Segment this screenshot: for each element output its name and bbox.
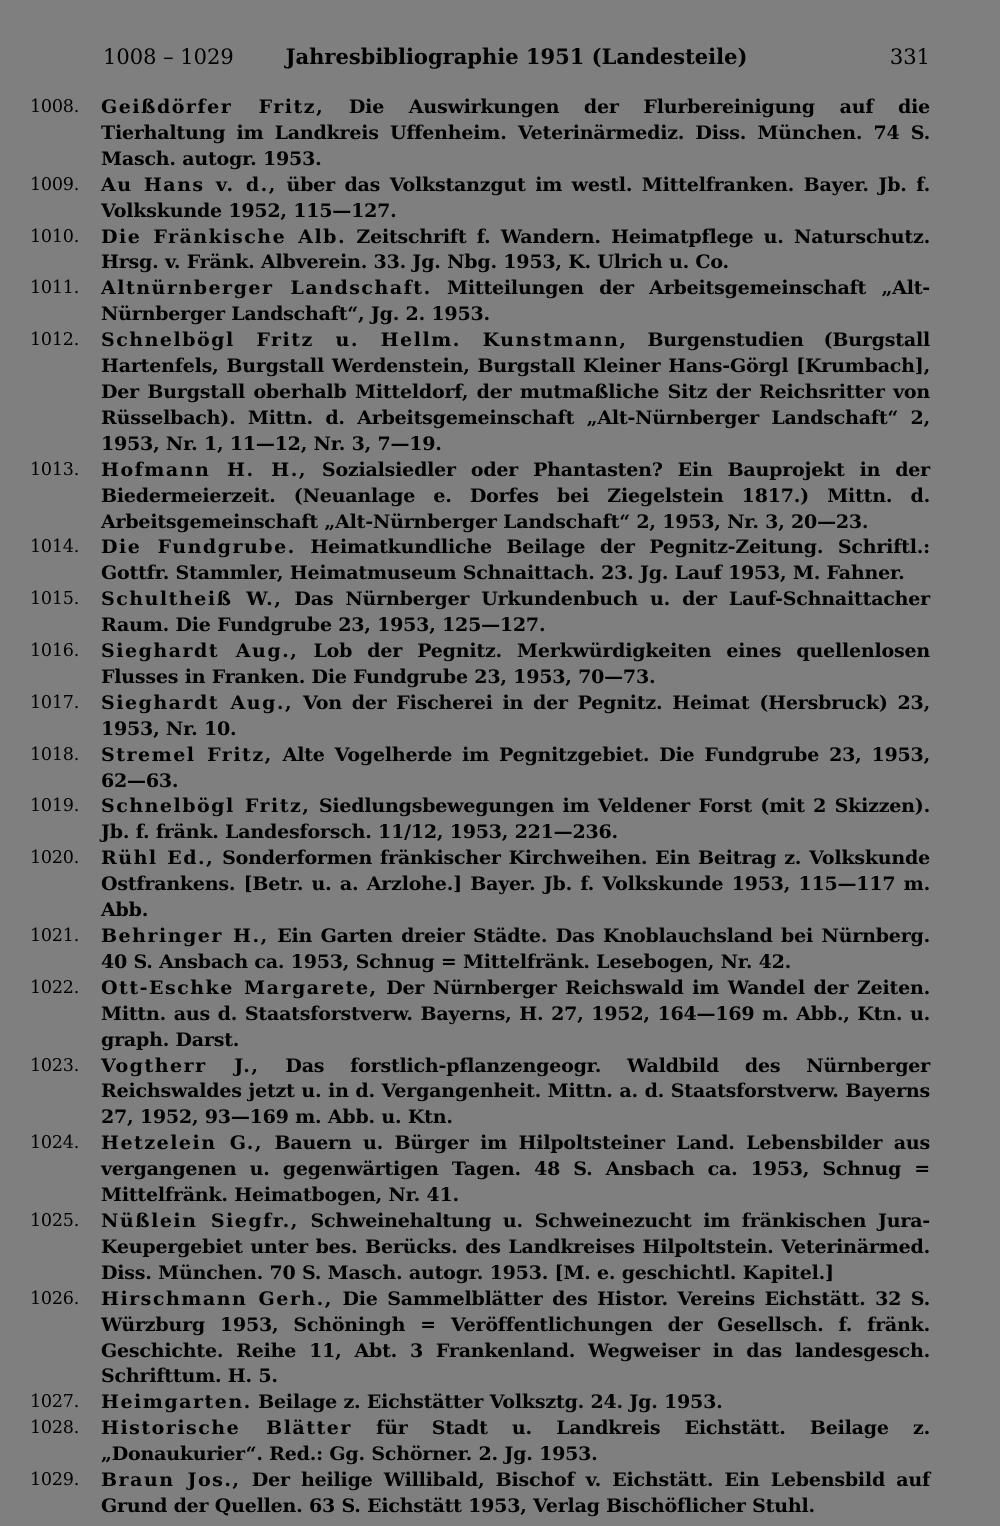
entry-author: Behringer H., bbox=[101, 925, 269, 947]
bibliography-entry bbox=[0, 276, 1000, 328]
entry-text: Sozialsiedler oder Phantasten? Ein Bauprojekt in der Biedermeierzeit. (Neuanlage e. Dorfes bei Ziegelstein 1817.) Mittn. d. Arbeitsgemeinschaft „Alt-Nürnberger Landschaft“ 2, 1953, Nr. 3, 20—23. bbox=[101, 458, 930, 533]
entry-author: Braun Jos., bbox=[101, 1469, 241, 1492]
entry-text: Beilage z. Eichstätter Volksztg. 24. Jg. 1953. bbox=[251, 1391, 723, 1414]
entry-number: 1011. bbox=[30, 278, 80, 299]
entry-text: Burgenstudien (Burgstall Hartenfels, Burgstall Werdenstein, Burgstall Kleiner Hans-Görgl [Krumbach], Der Burgstall oberhalb Mitteldorf, der mutmaßliche Sitz der Reichsritter von Rüsselbach). Mittn. d. Arbeitsgemeinschaft „Alt-Nürnberger Landschaft“ 2, 1953, Nr. 1, 11—12, Nr. 3, 7—19. bbox=[101, 329, 930, 455]
entry-number: 1008. bbox=[30, 97, 80, 117]
bibliography-entry bbox=[0, 794, 1000, 846]
bibliography-list bbox=[0, 95, 1000, 1520]
entry-number: 1013. bbox=[30, 459, 80, 480]
entry-number: 1028. bbox=[30, 1418, 80, 1439]
entry-text: Siedlungsbewegungen im Veldener Forst (mit 2 Skizzen). Jb. f. fränk. Landesforsch. 11/12, 1953, 221—236. bbox=[101, 795, 930, 844]
entry-text: Die Sammelblätter des Histor. Vereins Eichstätt. 32 S. Würzburg 1953, Schöningh = Veröffentlichungen der Gesellsch. f. fränk. Geschichte. Reihe 11, Abt. 3 Frankenland. Wegweiser in das landesgesch. Schrifttum. H. 5. bbox=[101, 1287, 930, 1388]
entry-text: Ein Garten dreier Städte. Das Knoblauchsland bei Nürnberg. 40 S. Ansbach ca. 1953, Schnug = Mittelfränk. Lesebogen, Nr. 42. bbox=[101, 925, 930, 973]
entry-number: 1023. bbox=[30, 1055, 80, 1076]
entry-text: Das Nürnberger Urkundenbuch u. der Lauf-Schnaittacher Raum. Die Fundgrube 23, 1953, 125—127. bbox=[101, 588, 930, 637]
bibliography-entry bbox=[0, 458, 1000, 536]
bibliography-entry bbox=[0, 173, 1000, 225]
bibliography-entry bbox=[0, 1054, 1000, 1132]
bibliography-entry bbox=[0, 976, 1000, 1054]
entry-author: Hofmann H. H., bbox=[101, 458, 307, 481]
entry-author: Schnelbögl Fritz u. Hellm. Kunstmann, bbox=[101, 329, 628, 352]
entry-range: 1008 – 1029 bbox=[103, 45, 234, 69]
entry-number: 1009. bbox=[30, 174, 80, 195]
entry-number: 1020. bbox=[30, 848, 80, 869]
entry-text: Zeitschrift f. Wandern. Heimatpflege u. Naturschutz. Hrsg. v. Fränk. Albverein. 33. Jg. Nbg. 1953, K. Ulrich u. Co. bbox=[101, 225, 930, 274]
entry-text: über das Volkstanzgut im westl. Mittelfranken. Bayer. Jb. f. Volkskunde 1952, 115—127. bbox=[101, 173, 930, 222]
bibliography-entry bbox=[0, 1390, 1000, 1416]
bibliography-entry bbox=[0, 535, 1000, 587]
bibliography-entry bbox=[0, 1131, 1000, 1209]
entry-author: Die Fundgrube. bbox=[101, 536, 296, 559]
entry-author: Schultheiß W., bbox=[101, 588, 283, 611]
bibliography-entry bbox=[0, 924, 1000, 976]
bibliography-entry bbox=[0, 587, 1000, 639]
entry-number: 1022. bbox=[30, 977, 80, 998]
bibliography-entry bbox=[0, 328, 1000, 458]
bibliography-entry bbox=[0, 1287, 1000, 1391]
entry-number: 1017. bbox=[30, 692, 80, 713]
bibliography-entry bbox=[0, 1209, 1000, 1287]
entry-author: Ott-Eschke Margarete, bbox=[101, 976, 378, 999]
entry-text: Die Auswirkungen der Flurbereinigung auf die Tierhaltung im Landkreis Uffenheim. Veterinärmediz. Diss. München. 74 S. Masch. autogr. 1953. bbox=[101, 96, 930, 170]
entry-number: 1029. bbox=[30, 1470, 80, 1491]
entry-author: Die Fränkische Alb. bbox=[101, 225, 347, 248]
entry-author: Hirschmann Gerh., bbox=[101, 1287, 333, 1310]
entry-text: für Stadt u. Landkreis Eichstätt. Beilage z. „Donaukurier“. Red.: Gg. Schörner. 2. Jg. 1953. bbox=[101, 1417, 930, 1466]
entry-author: Heimgarten. bbox=[101, 1391, 252, 1414]
running-head bbox=[103, 42, 930, 72]
entry-text: Schweinehaltung u. Schweinezucht im fränkischen Jura-Keupergebiet unter bes. Berücks. des Landkreises Hilpoltstein. Veterinärmed. Diss. München. 70 S. Masch. autogr. 1953. [M. e. geschichtl. Kapitel.] bbox=[101, 1209, 930, 1284]
entry-author: Stremel Fritz, bbox=[101, 743, 273, 766]
entry-text: Der Nürnberger Reichswald im Wandel der Zeiten. Mittn. aus d. Staatsforstverw. Bayerns, H. 27, 1952, 164—169 m. Abb., Ktn. u. graph. Darst. bbox=[101, 976, 930, 1051]
entry-text: Sonderformen fränkischer Kirchweihen. Ein Beitrag z. Volkskunde Ostfrankens. [Betr. u. a. Arzlohe.] Bayer. Jb. f. Volkskunde 1953, 115—117 m. Abb. bbox=[101, 847, 930, 922]
entry-number: 1018. bbox=[30, 744, 80, 765]
entry-text: Lob der Pegnitz. Merkwürdigkeiten eines quellenlosen Flusses in Franken. Die Fundgrube 23, 1953, 70—73. bbox=[101, 640, 930, 688]
entry-author: Altnürnberger Landschaft. bbox=[101, 277, 432, 300]
bibliography-entry bbox=[0, 639, 1000, 691]
entry-text: Heimatkundliche Beilage der Pegnitz-Zeitung. Schriftl.: Gottfr. Stammler, Heimatmuseum Schnaittach. 23. Jg. Lauf 1953, M. Fahner. bbox=[101, 536, 930, 585]
entry-number: 1027. bbox=[30, 1392, 80, 1413]
entry-author: Geißdörfer Fritz, bbox=[101, 96, 325, 118]
bibliography-entry bbox=[0, 95, 1000, 173]
bibliography-entry bbox=[0, 1468, 1000, 1520]
page-number: 331 bbox=[889, 45, 930, 69]
entry-text: Bauern u. Bürger im Hilpoltsteiner Land. Lebensbilder aus vergangenen u. gegenwärtigen Tagen. 48 S. Ansbach ca. 1953, Schnug = Mittelfränk. Heimatbogen, Nr. 41. bbox=[101, 1132, 930, 1207]
entry-number: 1010. bbox=[30, 226, 80, 247]
entry-text: Der heilige Willibald, Bischof v. Eichstätt. Ein Lebensbild auf Grund der Quellen. 63 S. Eichstätt 1953, Verlag Bischöflicher Stuhl. bbox=[101, 1469, 930, 1517]
entry-number: 1026. bbox=[30, 1288, 80, 1309]
page-title: Jahresbibliographie 1951 (Landesteile) bbox=[285, 44, 748, 69]
bibliography-entry bbox=[0, 691, 1000, 743]
entry-author: Au Hans v. d., bbox=[101, 173, 277, 196]
entry-author: Hetzelein G., bbox=[101, 1132, 264, 1155]
entry-author: Nüßlein Siegfr., bbox=[101, 1209, 299, 1232]
entry-text: Von der Fischerei in der Pegnitz. Heimat (Hersbruck) 23, 1953, Nr. 10. bbox=[101, 691, 930, 740]
entry-number: 1015. bbox=[30, 589, 80, 610]
entry-author: Sieghardt Aug., bbox=[101, 691, 294, 714]
entry-text: Das forstlich-pflanzengeogr. Waldbild des Nürnberger Reichswaldes jetzt u. in d. Vergangenheit. Mittn. a. d. Staatsforstverw. Bayerns 27, 1952, 93—169 m. Abb. u. Ktn. bbox=[101, 1054, 930, 1129]
bibliography-entry bbox=[0, 743, 1000, 795]
entry-author: Sieghardt Aug., bbox=[101, 640, 299, 663]
bibliography-entry bbox=[0, 225, 1000, 277]
entry-number: 1021. bbox=[30, 926, 80, 946]
bibliography-entry bbox=[0, 846, 1000, 924]
entry-number: 1016. bbox=[30, 641, 80, 662]
entry-number: 1012. bbox=[30, 330, 80, 351]
entry-text: Mitteilungen der Arbeitsgemeinschaft „Alt-Nürnberger Landschaft“, Jg. 2. 1953. bbox=[101, 277, 930, 326]
entry-author: Vogtherr J., bbox=[101, 1054, 260, 1077]
entry-author: Historische Blätter bbox=[101, 1417, 352, 1440]
entry-text: Alte Vogelherde im Pegnitzgebiet. Die Fundgrube 23, 1953, 62—63. bbox=[101, 743, 930, 792]
bibliography-entry bbox=[0, 1416, 1000, 1468]
entry-number: 1024. bbox=[30, 1133, 80, 1154]
entry-author: Rühl Ed., bbox=[101, 847, 215, 870]
entry-number: 1025. bbox=[30, 1210, 80, 1231]
entry-author: Schnelbögl Fritz, bbox=[101, 795, 311, 818]
entry-number: 1019. bbox=[30, 796, 80, 817]
entry-number: 1014. bbox=[30, 537, 80, 558]
